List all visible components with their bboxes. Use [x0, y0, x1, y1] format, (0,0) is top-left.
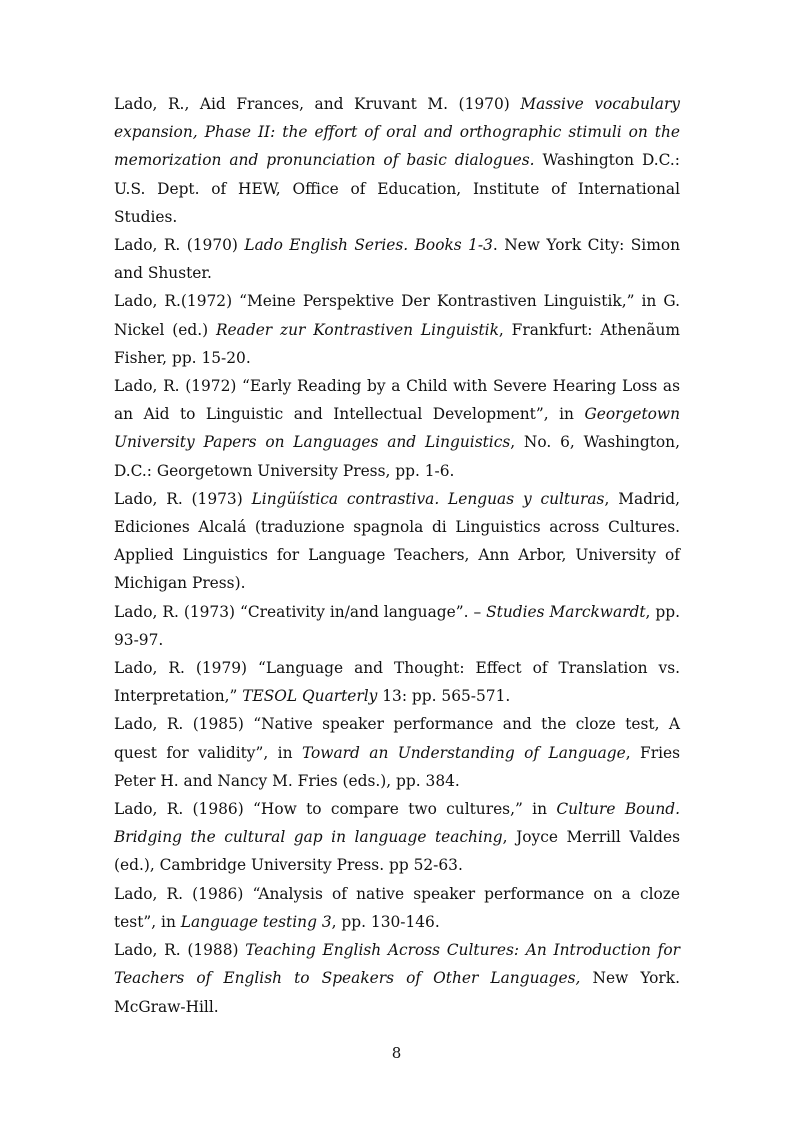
page-number: 8: [391, 1044, 402, 1062]
reference-text: Lado, R. (1986) “Analysis of native speaker performance on a cloze test”, in: [114, 884, 680, 931]
reference-title: Lingüística contrastiva. Lenguas y culturas: [251, 489, 605, 508]
reference-text: Lado, R.(1972) “Meine Perspektive Der Kontrastiven Linguistik,” in G. Nickel (ed.): [114, 292, 680, 339]
reference-entry: [114, 710, 680, 795]
reference-text: , Fries Peter H. and Nancy M. Fries (eds.), pp. 384.: [114, 743, 681, 790]
reference-entry: [114, 936, 680, 1021]
reference-text: New York. McGraw-Hill.: [114, 969, 681, 1016]
reference-text: Lado, R. (1973): [114, 489, 252, 508]
reference-text: 13: pp. 565-571.: [377, 687, 511, 706]
reference-text: Lado, R. (1988): [114, 941, 246, 960]
reference-entry: [114, 287, 680, 372]
reference-title: Massive vocabulary expansion, Phase II: the effort of oral and orthographic stimuli on the memorization and pronunciation of basic dialogues.: [114, 95, 681, 170]
reference-title: Culture Bound. Bridging the cultural gap in language teaching: [114, 800, 680, 847]
reference-text: . New York City: Simon and Shuster.: [114, 236, 680, 283]
reference-text: Lado, R. (1970): [114, 236, 245, 255]
reference-entry: [114, 90, 680, 231]
reference-text: , No. 6, Washington, D.C.: Georgetown University Press, pp. 1-6.: [114, 433, 680, 480]
reference-text: , Frankfurt: Athenãum Fisher, pp. 15-20.: [114, 320, 680, 367]
reference-text: , Joyce Merrill Valdes (ed.), Cambridge University Press. pp 52-63.: [114, 828, 681, 875]
reference-entry: [114, 231, 680, 287]
reference-text: , pp. 93-97.: [114, 602, 680, 649]
reference-entry: [114, 372, 680, 485]
reference-title: Language testing 3: [180, 912, 332, 931]
reference-title: Studies Marckwardt: [486, 602, 646, 621]
reference-text: Lado, R. (1986) “How to compare two cultures,” in: [114, 800, 557, 819]
reference-entry: [114, 880, 680, 936]
reference-text: Lado, R. (1972) “Early Reading by a Child with Severe Hearing Loss as an Aid to Linguistic and Intellectual Development”, in: [114, 377, 680, 424]
reference-entry: [114, 485, 680, 598]
reference-text: Washington D.C.: U.S. Dept. of HEW, Office of Education, Institute of International Studies.: [114, 151, 680, 226]
reference-entry: [114, 795, 680, 880]
reference-title: Georgetown University Papers on Languages and Linguistics: [114, 405, 680, 452]
reference-text: Lado, R. (1985) “Native speaker performance and the cloze test, A quest for validity”, in: [114, 715, 680, 762]
reference-text: Lado, R. (1979) “Language and Thought: Effect of Translation vs. Interpretation,”: [114, 659, 680, 706]
reference-list: [114, 90, 680, 1021]
reference-title: Lado English Series. Books 1-3: [244, 236, 493, 255]
reference-entry: [114, 654, 680, 710]
reference-title: TESOL Quarterly: [242, 687, 378, 706]
reference-text: , pp. 130-146.: [331, 912, 440, 931]
reference-title: Toward an Understanding of Language: [301, 743, 626, 762]
reference-title: Reader zur Kontrastiven Linguistik: [215, 320, 499, 339]
reference-text: , Madrid, Ediciones Alcalá (traduzione spagnola di Linguistics across Cultures. Applied Linguistics for Language Teachers, Ann Arbor, University of Michigan Press).: [114, 489, 680, 593]
reference-text: Lado, R., Aid Frances, and Kruvant M. (1970): [114, 95, 521, 113]
reference-title: Teaching English Across Cultures: An Introduction for Teachers of English to Speakers of Other Languages,: [114, 941, 680, 988]
reference-entry: [114, 598, 680, 654]
reference-text: Lado, R. (1973) “Creativity in/and language”. –: [114, 602, 487, 621]
